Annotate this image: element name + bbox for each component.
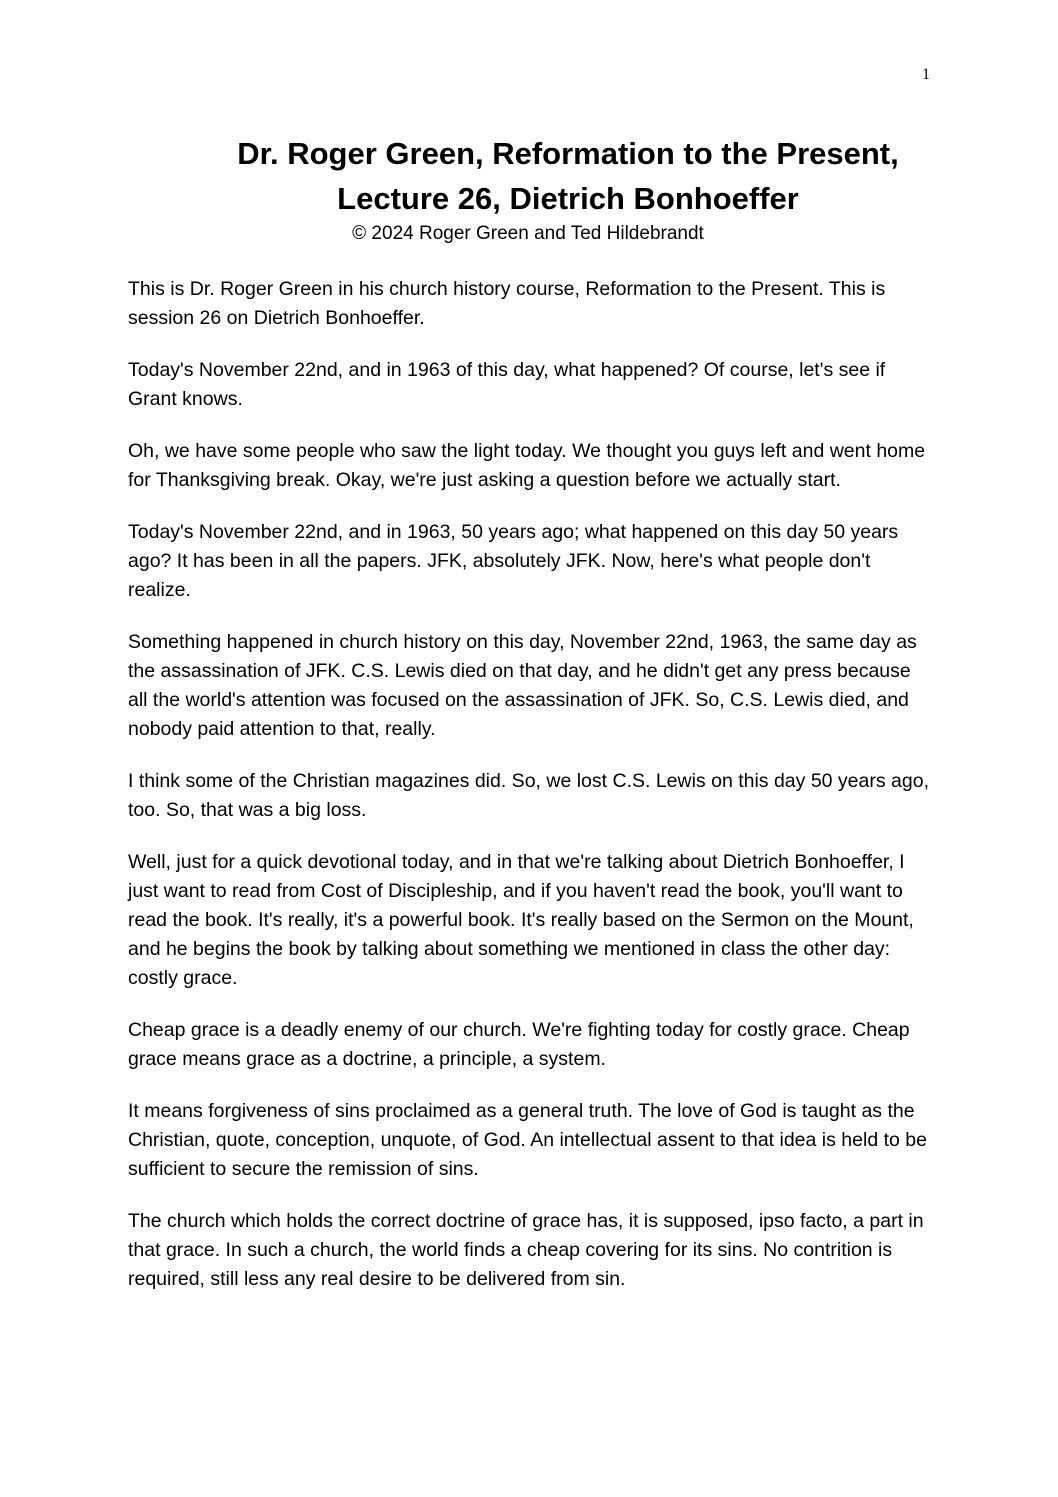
paragraph: Cheap grace is a deadly enemy of our church. We're fighting today for costly grace. Cheap grace means grace as a doctrine, a principle, a system. xyxy=(128,1019,910,1070)
paragraph: Oh, we have some people who saw the light today. We thought you guys left and went home for Thanksgiving break. Okay, we're just asking a question before we actually start. xyxy=(128,440,926,491)
document-title xyxy=(128,131,1008,221)
paragraph: It means forgiveness of sins proclaimed as a general truth. The love of God is taught as the Christian, quote, conception, unquote, of God. An intellectual assent to that idea is held to be sufficient to secure the remission of sins. xyxy=(128,1100,927,1180)
paragraph: I think some of the Christian magazines did. So, we lost C.S. Lewis on this day 50 years ago, too. So, that was a big loss. xyxy=(128,770,929,821)
paragraph: Today's November 22nd, and in 1963, 50 years ago; what happened on this day 50 years ago? It has been in all the papers. JFK, absolutely JFK. Now, here's what people don't realize. xyxy=(128,521,899,601)
copyright-line: © 2024 Roger Green and Ted Hildebrandt xyxy=(352,223,704,244)
paragraph: Today's November 22nd, and in 1963 of this day, what happened? Of course, let's see if Grant knows. xyxy=(128,359,886,410)
page-number: 1 xyxy=(922,66,930,83)
title-line-1: Dr. Roger Green, Reformation to the Present, xyxy=(237,136,899,171)
title-line-2: Lecture 26, Dietrich Bonhoeffer xyxy=(337,181,799,216)
paragraph: The church which holds the correct doctrine of grace has, it is supposed, ipso facto, a part in that grace. In such a church, the world finds a cheap covering for its sins. No contrition is required, still less any real desire to be delivered from sin. xyxy=(128,1210,924,1290)
paragraph: Something happened in church history on this day, November 22nd, 1963, the same day as the assassination of JFK. C.S. Lewis died on that day, and he didn't get any press because all the world's attention was focused on the assassination of JFK. So, C.S. Lewis died, and nobody paid attention to that, really. xyxy=(128,631,917,740)
body-text xyxy=(128,275,933,1317)
paragraph: This is Dr. Roger Green in his church history course, Reformation to the Present. This is session 26 on Dietrich Bonhoeffer. xyxy=(128,278,886,329)
paragraph: Well, just for a quick devotional today, and in that we're talking about Dietrich Bonhoeffer, I just want to read from Cost of Discipleship, and if you haven't read the book, you'll want to read the book. It's really, it's a powerful book. It's really based on the Sermon on the Mount, and he begins the book by talking about something we mentioned in class the other day: costly grace. xyxy=(128,851,914,989)
